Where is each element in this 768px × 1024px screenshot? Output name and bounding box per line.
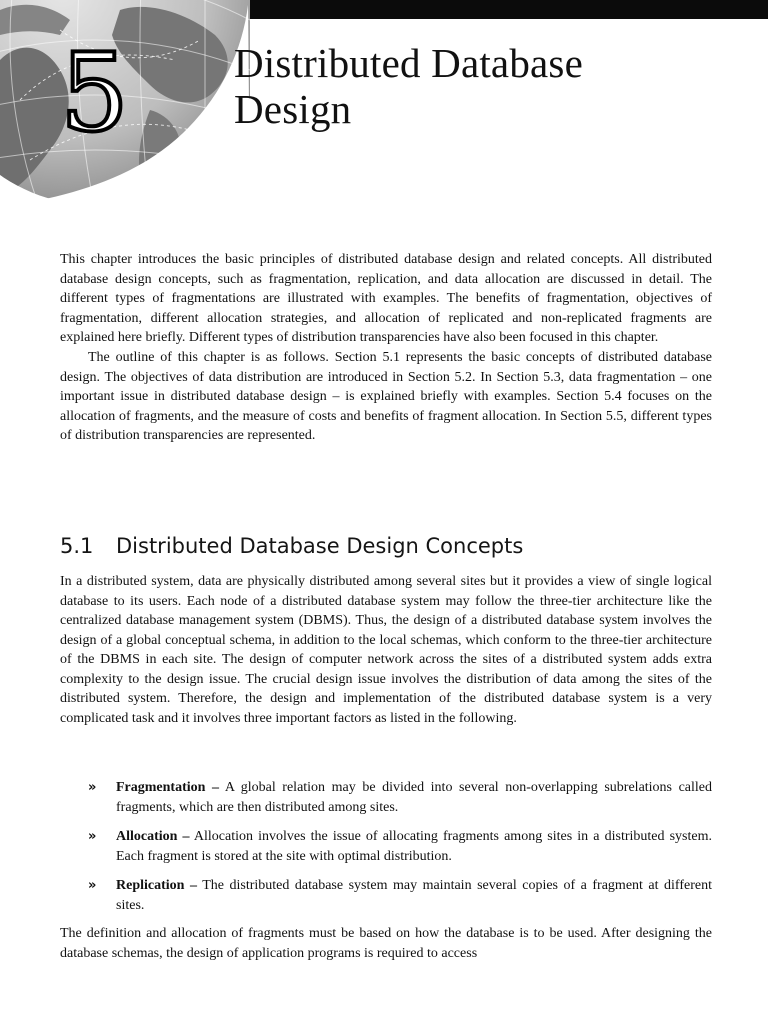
intro-paragraph-1: This chapter introduces the basic principles of distributed database design and related concepts. All distributed database design concepts, such as fragmentation, replication, and data allocation are discussed in detail. The different types of fragmentations are illustrated with examples. The benefits of fragmentation, objectives of fragmentation, different allocation strategies, and allocation of replicated and non-replicated fragments are explained here briefly. Different types of distribution transparencies have also been focused in this chapter. [60,252,712,346]
chapter-banner [0,0,250,210]
bullet-term: Fragmentation – [116,780,220,795]
section-paragraph-1: In a distributed system, data are physically distributed among several sites but it provides a view of single logical database to its users. Each node of a distributed database system may follow the three-tier architecture like the centralized database management system (DBMS). Thus, the design of a distributed database system involves the design of a global conceptual schema, in addition to the local schemas, which conform to the three-tier architecture of the DBMS in each site. The design of computer network across the sites of a distributed system adds extra complexity to the design issue. The crucial design issue involves the distribution of data among the sites of the distributed system. Therefore, the design and implementation of the distributed database system is a very complicated task and it involves three important factors as listed in the following. [60,574,712,726]
bullet-marker-icon: » [88,829,97,844]
section-title: Distributed Database Design Concepts [116,534,524,558]
chapter-title [234,40,583,132]
list-item [88,876,712,915]
bullet-term: Allocation – [116,829,190,844]
bullet-text: Allocation involves the issue of allocating fragments among sites in a distributed system. Each fragment is stored at the site with optimal distribution. [116,829,712,864]
chapter-number: 5 [60,31,129,156]
list-item [88,778,712,817]
chapter-title-line2: Design [234,86,352,132]
chapter-intro [60,250,712,446]
bullet-text: The distributed database system may maintain several copies of a fragment at different sites. [116,878,712,913]
bullet-text: A global relation may be divided into several non-overlapping subrelations called fragments, which are then distributed among sites. [116,780,713,815]
header-bar [240,0,768,19]
factor-list [88,778,712,925]
section-paragraph-2: The definition and allocation of fragments must be based on how the database is to be used. After designing the database schemas, the design of application programs is required to access [60,926,712,961]
bullet-marker-icon: » [88,878,97,893]
globe-illustration-icon [0,0,250,210]
chapter-title-line1: Distributed Database [234,40,583,86]
section-number: 5.1 [60,534,94,558]
section-heading [60,532,523,560]
intro-paragraph-2: The outline of this chapter is as follows. Section 5.1 represents the basic concepts of distributed database design. The objectives of data distribution are introduced in Section 5.2. In Section 5.3, data fragmentation – one important issue in distributed database design – is explained briefly with examples. Section 5.4 focuses on the allocation of fragments, and the measure of costs and benefits of fragment allocation. In Section 5.5, different types of distribution transparencies are represented. [60,349,712,444]
bullet-marker-icon: » [88,780,97,795]
bullet-term: Replication – [116,878,197,893]
list-item [88,827,712,866]
